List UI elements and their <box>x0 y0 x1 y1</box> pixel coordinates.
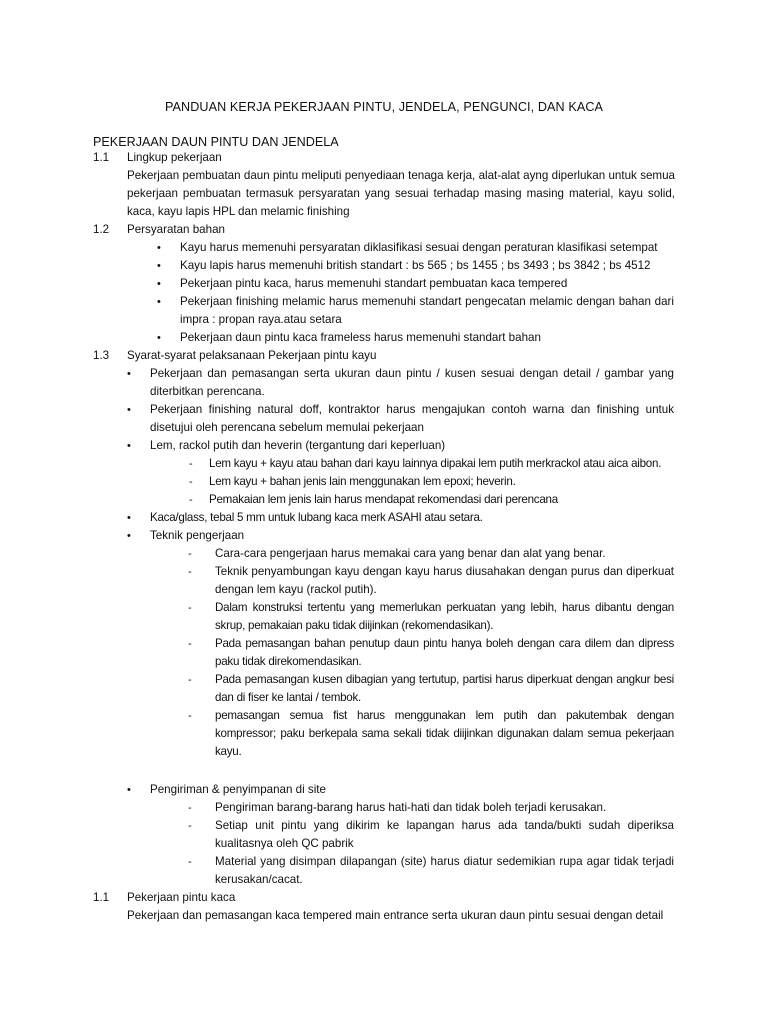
dash-marker: - <box>188 674 192 686</box>
bullet-marker: • <box>157 242 161 254</box>
section-number: 1.1 <box>93 151 110 164</box>
section-number: 1.1 <box>93 891 110 904</box>
bullet-marker: • <box>127 512 131 524</box>
sub-list-item: - Lem kayu + bahan jenis lain menggunakan lem epoxi; heverin. <box>209 473 674 491</box>
sub-list-item: - pemasangan semua fist harus menggunakan lem putih dan pakutembak dengan kompressor; paku berkepala sama sekali tidak diijinkan digunakan dalam semua pekerjaan kayu. <box>188 709 674 758</box>
list-item: • Kayu harus memenuhi persyaratan diklasifikasi sesuai dengan peraturan klasifikasi setempat <box>180 239 674 257</box>
section-label: Pekerjaan pintu kaca <box>127 891 236 904</box>
sub-list-item: - Pemakaian lem jenis lain harus mendapat rekomendasi dari perencana <box>209 491 674 509</box>
list-item: • Pekerjaan pintu kaca, harus memenuhi standart pembuatan kaca tempered <box>180 275 674 293</box>
bullet-marker: • <box>157 260 161 272</box>
list-item: • Pengiriman & penyimpanan di site <box>150 781 674 799</box>
section-1-2-header <box>0 221 768 239</box>
spacer <box>0 761 768 781</box>
section-label: Syarat-syarat pelaksanaan Pekerjaan pintu kayu <box>127 349 377 362</box>
bullet-marker: • <box>157 332 161 344</box>
sub-list-item: - Pengiriman barang-barang harus hati-hati dan tidak boleh terjadi kerusakan. <box>215 799 674 817</box>
bullet-marker: • <box>127 404 131 416</box>
dash-marker: - <box>189 458 193 470</box>
bullet-marker: • <box>127 368 131 380</box>
section-1-1-paragraph: Pekerjaan pembuatan daun pintu meliputi penyediaan tenaga kerja, alat-alat ayng diperlukan untuk semua pekerjaan pembuatan termasuk persyaratan yang sesuai terhadap masing masing material, kayu solid, kaca, kayu lapis HPL dan melamic finishing <box>127 169 675 218</box>
bullet-marker: • <box>127 440 131 452</box>
list-item: • Pekerjaan finishing natural doff, kontraktor harus mengajukan contoh warna dan finishing untuk disetujui oleh perencana sebelum memulai pekerjaan <box>127 403 674 434</box>
dash-marker: - <box>188 856 192 868</box>
dash-marker: - <box>188 548 192 560</box>
dash-marker: - <box>188 820 192 832</box>
dash-marker: - <box>188 802 192 814</box>
section-number: 1.3 <box>93 349 110 362</box>
bullet-marker: • <box>127 530 131 542</box>
list-item: • Teknik pengerjaan <box>150 527 674 545</box>
sub-list-item: - Material yang disimpan dilapangan (site) harus diatur sedemikian rupa agar tidak terjadi kerusakan/cacat. <box>188 855 674 886</box>
bullet-marker: • <box>127 784 131 796</box>
section-pintu-kaca-paragraph: Pekerjaan dan pemasangan kaca tempered main entrance serta ukuran daun pintu sesuai dengan detail <box>127 909 664 922</box>
section-label: Persyaratan bahan <box>127 223 225 236</box>
list-item: • Lem, rackol putih dan heverin (tergantung dari keperluan) <box>150 437 674 455</box>
document-body <box>0 149 768 925</box>
dash-marker: - <box>188 602 192 614</box>
sub-list-item: - Dalam konstruksi tertentu yang memerlukan perkuatan yang lebih, harus dibantu dengan skrup, pemakaian paku tidak diijinkan (rekomendasikan). <box>188 601 674 632</box>
bullet-marker: • <box>157 278 161 290</box>
dash-marker: - <box>189 476 193 488</box>
sub-list-item: - Teknik penyambungan kayu dengan kayu harus diusahakan dengan purus dan diperkuat dengan lem kayu (rackol putih). <box>188 565 674 596</box>
sub-list-item: - Setiap unit pintu yang dikirim ke lapangan harus ada tanda/bukti sudah diperiksa kualitasnya oleh QC pabrik <box>188 819 674 850</box>
section-label: Lingkup pekerjaan <box>127 151 222 164</box>
document-title: PANDUAN KERJA PEKERJAAN PINTU, JENDELA, PENGUNCI, DAN KACA <box>164 100 604 114</box>
section-1-1-header <box>0 149 768 167</box>
sub-list-item: - Pada pemasangan kusen dibagian yang tertutup, partisi harus diperkuat dengan angkur besi dan di fiser ke lantai / tembok. <box>188 673 674 704</box>
sub-list-item: - Cara-cara pengerjaan harus memakai cara yang benar dan alat yang benar. <box>215 545 674 563</box>
section-1-3-header <box>0 347 768 365</box>
list-item: • Kaca/glass, tebal 5 mm untuk lubang kaca merk ASAHI atau setara. <box>150 509 674 527</box>
list-item: • Kayu lapis harus memenuhi british standart : bs 565 ; bs 1455 ; bs 3493 ; bs 3842 ; bs 4512 <box>180 257 674 275</box>
sub-list-item: - Pada pemasangan bahan penutup daun pintu hanya boleh dengan cara dilem dan dipress paku tidak direkomendasikan. <box>188 637 674 668</box>
list-item: • Pekerjaan dan pemasangan serta ukuran daun pintu / kusen sesuai dengan detail / gambar yang diterbitkan perencana. <box>127 367 674 398</box>
dash-marker: - <box>188 638 192 650</box>
sub-list-item: - Lem kayu + kayu atau bahan dari kayu lainnya dipakai lem putih merkrackol atau aica aibon. <box>209 455 674 473</box>
section-pintu-kaca-header <box>0 889 768 907</box>
list-item: • Pekerjaan daun pintu kaca frameless harus memenuhi standart bahan <box>180 329 674 347</box>
bullet-marker: • <box>157 296 161 308</box>
section-number: 1.2 <box>93 223 110 236</box>
list-item: • Pekerjaan finishing melamic harus memenuhi standart pengecatan melamic dengan bahan dari impra : propan raya.atau setara <box>157 295 674 326</box>
dash-marker: - <box>189 494 193 506</box>
dash-marker: - <box>188 710 192 722</box>
dash-marker: - <box>188 566 192 578</box>
section-heading: PEKERJAAN DAUN PINTU DAN JENDELA <box>93 135 339 149</box>
